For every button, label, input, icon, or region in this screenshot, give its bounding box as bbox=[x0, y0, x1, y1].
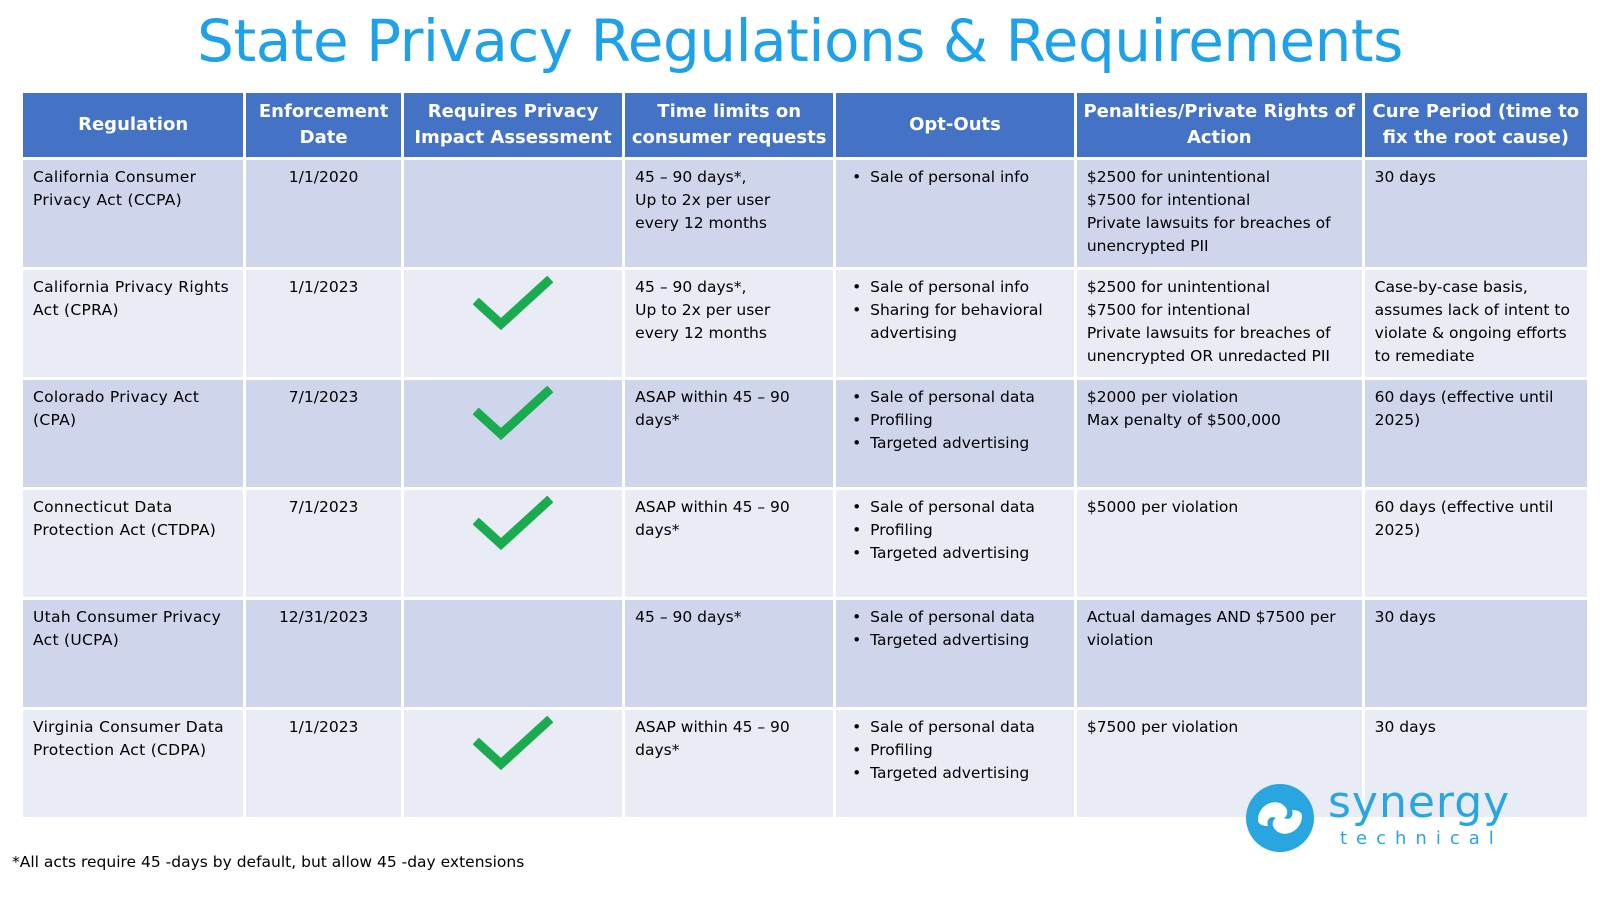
enforcement-date-cell: 12/31/2023 bbox=[246, 600, 401, 707]
header-privacy-impact-assessment: Requires Privacy Impact Assessment bbox=[404, 93, 622, 157]
table-row bbox=[23, 380, 1587, 487]
opt-outs-cell bbox=[836, 380, 1074, 487]
opt-out-item: • Sale of personal info bbox=[846, 166, 1064, 189]
regulation-cell: Colorado Privacy Act (CPA) bbox=[23, 380, 243, 487]
regulation-cell: Connecticut Data Protection Act (CTDPA) bbox=[23, 490, 243, 597]
opt-out-list bbox=[846, 716, 1064, 785]
opt-out-item: • Sale of personal data bbox=[846, 386, 1064, 409]
opt-out-item: • Targeted advertising bbox=[846, 542, 1064, 565]
time-limit-line: ASAP within 45 – 90 days* bbox=[635, 388, 790, 429]
penalties-cell bbox=[1077, 600, 1362, 707]
cure-period-cell: Case-by-case basis, assumes lack of intent to violate & ongoing efforts to remediate bbox=[1365, 270, 1587, 377]
time-limit-line: Up to 2x per user bbox=[635, 191, 771, 209]
penalty-line: $7500 per violation bbox=[1086, 718, 1239, 736]
penalties-cell bbox=[1077, 160, 1362, 267]
regulation-cell: Utah Consumer Privacy Act (UCPA) bbox=[23, 600, 243, 707]
enforcement-date-cell: 1/1/2020 bbox=[246, 160, 401, 267]
opt-out-item: • Sale of personal data bbox=[846, 606, 1064, 629]
cure-period-cell: 30 days bbox=[1365, 710, 1587, 817]
penalties-cell bbox=[1077, 490, 1362, 597]
opt-out-list bbox=[846, 606, 1064, 652]
regulation-cell: Virginia Consumer Data Protection Act (CDPA) bbox=[23, 710, 243, 817]
time-limits-cell bbox=[625, 160, 833, 267]
header-time-limits: Time limits on consumer requests bbox=[625, 93, 833, 157]
time-limit-line: ASAP within 45 – 90 days* bbox=[635, 718, 790, 759]
penalties-cell bbox=[1077, 380, 1362, 487]
pia-cell bbox=[404, 490, 622, 597]
footnote: *All acts require 45 -days by default, but allow 45 -day extensions bbox=[12, 853, 525, 871]
opt-out-item: • Sale of personal info bbox=[846, 276, 1064, 299]
checkmark-icon bbox=[473, 758, 553, 776]
opt-out-list bbox=[846, 166, 1064, 189]
cure-period-cell: 60 days (effective until 2025) bbox=[1365, 490, 1587, 597]
table-row bbox=[23, 490, 1587, 597]
time-limits-cell bbox=[625, 380, 833, 487]
logo-wordmark: synergy bbox=[1328, 777, 1511, 828]
cure-period-cell: 30 days bbox=[1365, 160, 1587, 267]
header-cure-period: Cure Period (time to fix the root cause) bbox=[1365, 93, 1587, 157]
opt-out-item: • Profiling bbox=[846, 519, 1064, 542]
time-limit-line: every 12 months bbox=[635, 324, 767, 342]
time-limit-line: ASAP within 45 – 90 days* bbox=[635, 498, 790, 539]
time-limit-line: 45 – 90 days*, bbox=[635, 168, 747, 186]
time-limit-line: Up to 2x per user bbox=[635, 301, 771, 319]
header-enforcement-date: Enforcement Date bbox=[246, 93, 401, 157]
logo-subtitle: technical bbox=[1340, 828, 1503, 849]
penalty-line: Private lawsuits for breaches of unencrypted OR unredacted PII bbox=[1086, 324, 1331, 365]
table-row bbox=[23, 270, 1587, 377]
opt-outs-cell bbox=[836, 710, 1074, 817]
opt-out-list bbox=[846, 496, 1064, 565]
penalty-line: Max penalty of $500,000 bbox=[1086, 411, 1281, 429]
penalties-cell bbox=[1077, 270, 1362, 377]
synergy-logo bbox=[1244, 777, 1534, 857]
enforcement-date-cell: 7/1/2023 bbox=[246, 490, 401, 597]
penalty-line: $2500 for unintentional bbox=[1086, 278, 1271, 296]
cure-period-cell: 60 days (effective until 2025) bbox=[1365, 380, 1587, 487]
penalty-line: $5000 per violation bbox=[1086, 498, 1239, 516]
pia-cell bbox=[404, 270, 622, 377]
page-title: State Privacy Regulations & Requirements bbox=[197, 7, 1403, 75]
enforcement-date-cell: 1/1/2023 bbox=[246, 270, 401, 377]
time-limits-cell bbox=[625, 600, 833, 707]
checkmark-icon bbox=[473, 318, 553, 336]
opt-out-list bbox=[846, 386, 1064, 455]
regulations-table bbox=[20, 90, 1590, 820]
penalty-line: $7500 for intentional bbox=[1086, 191, 1251, 209]
pia-cell bbox=[404, 600, 622, 707]
regulation-cell: California Privacy Rights Act (CPRA) bbox=[23, 270, 243, 377]
penalty-line: $2000 per violation bbox=[1086, 388, 1239, 406]
header-regulation: Regulation bbox=[23, 93, 243, 157]
time-limit-line: 45 – 90 days*, bbox=[635, 278, 747, 296]
penalty-line: Actual damages AND $7500 per violation bbox=[1086, 608, 1336, 649]
regulation-cell: California Consumer Privacy Act (CCPA) bbox=[23, 160, 243, 267]
header-penalties: Penalties/Private Rights of Action bbox=[1077, 93, 1362, 157]
opt-out-item: • Sharing for behavioral advertising bbox=[846, 299, 1064, 345]
time-limits-cell bbox=[625, 270, 833, 377]
time-limits-cell bbox=[625, 490, 833, 597]
table-row bbox=[23, 600, 1587, 707]
synergy-swirl-icon bbox=[1244, 782, 1316, 854]
pia-cell bbox=[404, 380, 622, 487]
opt-out-item: • Targeted advertising bbox=[846, 432, 1064, 455]
time-limits-cell bbox=[625, 710, 833, 817]
time-limit-line: every 12 months bbox=[635, 214, 767, 232]
time-limit-line: 45 – 90 days* bbox=[635, 608, 742, 626]
opt-outs-cell bbox=[836, 160, 1074, 267]
enforcement-date-cell: 7/1/2023 bbox=[246, 380, 401, 487]
opt-out-item: • Sale of personal data bbox=[846, 496, 1064, 519]
cure-period-cell: 30 days bbox=[1365, 600, 1587, 707]
opt-out-list bbox=[846, 276, 1064, 345]
table-row bbox=[23, 160, 1587, 267]
penalty-line: Private lawsuits for breaches of unencrypted PII bbox=[1086, 214, 1331, 255]
enforcement-date-cell: 1/1/2023 bbox=[246, 710, 401, 817]
table-body bbox=[23, 160, 1587, 817]
checkmark-icon bbox=[473, 538, 553, 556]
opt-out-item: • Profiling bbox=[846, 739, 1064, 762]
opt-out-item: • Targeted advertising bbox=[846, 629, 1064, 652]
opt-outs-cell bbox=[836, 490, 1074, 597]
opt-outs-cell bbox=[836, 270, 1074, 377]
penalty-line: $7500 for intentional bbox=[1086, 301, 1251, 319]
opt-out-item: • Sale of personal data bbox=[846, 716, 1064, 739]
opt-out-item: • Targeted advertising bbox=[846, 762, 1064, 785]
table-header-row bbox=[23, 93, 1587, 157]
checkmark-icon bbox=[473, 428, 553, 446]
opt-out-item: • Profiling bbox=[846, 409, 1064, 432]
header-opt-outs: Opt-Outs bbox=[836, 93, 1074, 157]
pia-cell bbox=[404, 160, 622, 267]
opt-outs-cell bbox=[836, 600, 1074, 707]
penalty-line: $2500 for unintentional bbox=[1086, 168, 1271, 186]
pia-cell bbox=[404, 710, 622, 817]
